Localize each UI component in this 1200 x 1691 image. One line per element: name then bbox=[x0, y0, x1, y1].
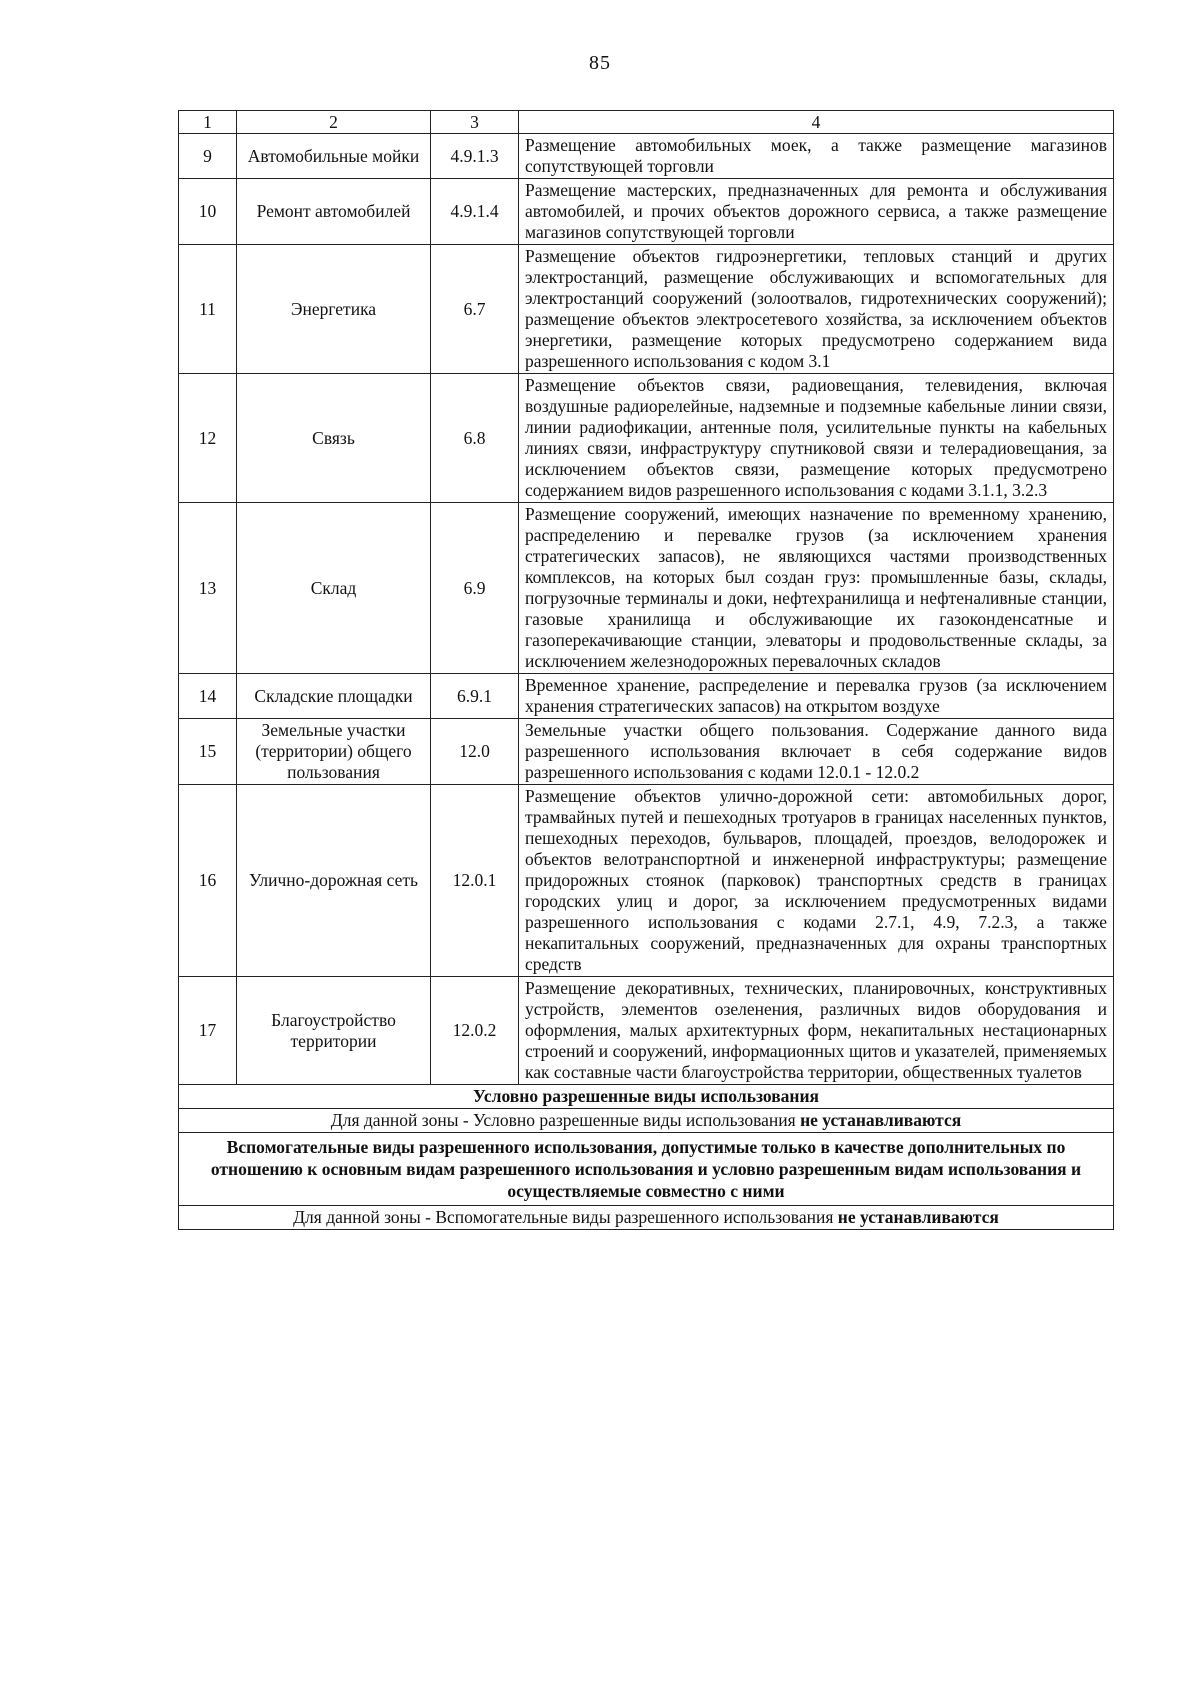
row-use-description: Размещение мастерских, предназначенных для ремонта и обслуживания автомобилей, и прочих объектов дорожного сервиса, а также размещение магазинов сопутствующей торговли bbox=[519, 179, 1114, 245]
row-use-name: Благоустройство территории bbox=[237, 977, 431, 1085]
row-number: 10 bbox=[179, 179, 237, 245]
note-auxiliary-prefix: Для данной зоны - Вспомогательные виды разрешенного использования bbox=[293, 1207, 838, 1227]
note-row-auxiliary bbox=[179, 1206, 1114, 1230]
row-use-name: Улично-дорожная сеть bbox=[237, 785, 431, 977]
row-use-description: Размещение сооружений, имеющих назначение по временному хранению, распределению и перевалке грузов (за исключением хранения стратегических запасов), не являющихся частями производственных комплексов, на которых был создан груз: промышленные базы, склады, погрузочные терминалы и доки, нефтехранилища и нефтеналивные станции, газовые хранилища и обслуживающие их газоконденсатные и газоперекачивающие станции, элеваторы и продовольственные склады, за исключением железнодорожных перевалочных складов bbox=[519, 503, 1114, 674]
table-row bbox=[179, 674, 1114, 719]
header-col-3: 3 bbox=[431, 111, 519, 134]
section-row-conditional bbox=[179, 1085, 1114, 1109]
row-use-code: 12.0.2 bbox=[431, 977, 519, 1085]
row-use-name: Склад bbox=[237, 503, 431, 674]
row-use-name: Энергетика bbox=[237, 245, 431, 374]
row-use-name: Складские площадки bbox=[237, 674, 431, 719]
note-conditional-bold: не устанавливаются bbox=[800, 1110, 962, 1130]
table-row bbox=[179, 374, 1114, 503]
table-row bbox=[179, 785, 1114, 977]
table-row bbox=[179, 719, 1114, 785]
row-use-code: 6.9 bbox=[431, 503, 519, 674]
row-use-name: Связь bbox=[237, 374, 431, 503]
row-use-description: Размещение объектов улично-дорожной сети: автомобильных дорог, трамвайных путей и пешеходных тротуаров в границах населенных пунктов, пешеходных переходов, бульваров, площадей, проездов, велодорожек и объектов велотранспортной и инженерной инфраструктуры; размещение придорожных стоянок (парковок) транспортных средств в границах городских улиц и дорог, за исключением предусмотренных видами разрешенного использования с кодами 2.7.1, 4.9, 7.2.3, а также некапитальных сооружений, предназначенных для охраны транспортных средств bbox=[519, 785, 1114, 977]
section-title-conditional: Условно разрешенные виды использования bbox=[179, 1085, 1114, 1109]
row-use-code: 6.7 bbox=[431, 245, 519, 374]
note-auxiliary bbox=[179, 1206, 1114, 1230]
row-use-code: 12.0.1 bbox=[431, 785, 519, 977]
row-number: 17 bbox=[179, 977, 237, 1085]
note-auxiliary-bold: не устанавливаются bbox=[837, 1207, 999, 1227]
table-row bbox=[179, 179, 1114, 245]
section-row-auxiliary bbox=[179, 1133, 1114, 1206]
note-conditional bbox=[179, 1109, 1114, 1133]
row-use-code: 4.9.1.4 bbox=[431, 179, 519, 245]
note-row-conditional bbox=[179, 1109, 1114, 1133]
header-col-1: 1 bbox=[179, 111, 237, 134]
row-use-description: Земельные участки общего пользования. Содержание данного вида разрешенного использования включает в себя содержание видов разрешенного использования с кодами 12.0.1 - 12.0.2 bbox=[519, 719, 1114, 785]
row-use-name: Автомобильные мойки bbox=[237, 134, 431, 179]
page-number: 85 bbox=[589, 52, 611, 74]
row-number: 9 bbox=[179, 134, 237, 179]
note-conditional-prefix: Для данной зоны - Условно разрешенные виды использования bbox=[330, 1110, 801, 1130]
table-header-row bbox=[179, 111, 1114, 134]
table-row bbox=[179, 503, 1114, 674]
table-row bbox=[179, 245, 1114, 374]
land-use-table bbox=[178, 110, 1114, 1230]
row-number: 13 bbox=[179, 503, 237, 674]
table-footer bbox=[179, 1085, 1114, 1230]
table-row bbox=[179, 977, 1114, 1085]
row-use-description: Размещение автомобильных моек, а также размещение магазинов сопутствующей торговли bbox=[519, 134, 1114, 179]
row-use-name: Земельные участки (территории) общего пользования bbox=[237, 719, 431, 785]
row-number: 16 bbox=[179, 785, 237, 977]
row-number: 15 bbox=[179, 719, 237, 785]
table-row bbox=[179, 134, 1114, 179]
row-use-code: 12.0 bbox=[431, 719, 519, 785]
section-title-auxiliary: Вспомогательные виды разрешенного использования, допустимые только в качестве дополнительных по отношению к основным видам разрешенного использования и условно разрешенным видам использования и осуществляемые совместно с ними bbox=[179, 1133, 1114, 1206]
row-use-description: Размещение декоративных, технических, планировочных, конструктивных устройств, элементов озеленения, различных видов оборудования и оформления, малых архитектурных форм, некапитальных нестационарных строений и сооружений, информационных щитов и указателей, применяемых как составные части благоустройства территории, общественных туалетов bbox=[519, 977, 1114, 1085]
row-use-code: 4.9.1.3 bbox=[431, 134, 519, 179]
row-use-description: Временное хранение, распределение и перевалка грузов (за исключением хранения стратегических запасов) на открытом воздухе bbox=[519, 674, 1114, 719]
row-use-code: 6.9.1 bbox=[431, 674, 519, 719]
row-number: 14 bbox=[179, 674, 237, 719]
row-use-name: Ремонт автомобилей bbox=[237, 179, 431, 245]
row-use-description: Размещение объектов связи, радиовещания, телевидения, включая воздушные радиорелейные, надземные и подземные кабельные линии связи, линии радиофикации, антенные поля, усилительные пункты на кабельных линиях связи, инфраструктуру спутниковой связи и телерадиовещания, за исключением объектов связи, размещение которых предусмотрено содержанием видов разрешенного использования с кодами 3.1.1, 3.2.3 bbox=[519, 374, 1114, 503]
row-use-description: Размещение объектов гидроэнергетики, тепловых станций и других электростанций, размещение обслуживающих и вспомогательных для электростанций сооружений (золоотвалов, гидротехнических сооружений); размещение объектов электросетевого хозяйства, за исключением объектов энергетики, размещение которых предусмотрено содержанием вида разрешенного использования с кодом 3.1 bbox=[519, 245, 1114, 374]
header-col-2: 2 bbox=[237, 111, 431, 134]
row-number: 11 bbox=[179, 245, 237, 374]
header-col-4: 4 bbox=[519, 111, 1114, 134]
row-use-code: 6.8 bbox=[431, 374, 519, 503]
table-body bbox=[179, 111, 1114, 1085]
row-number: 12 bbox=[179, 374, 237, 503]
